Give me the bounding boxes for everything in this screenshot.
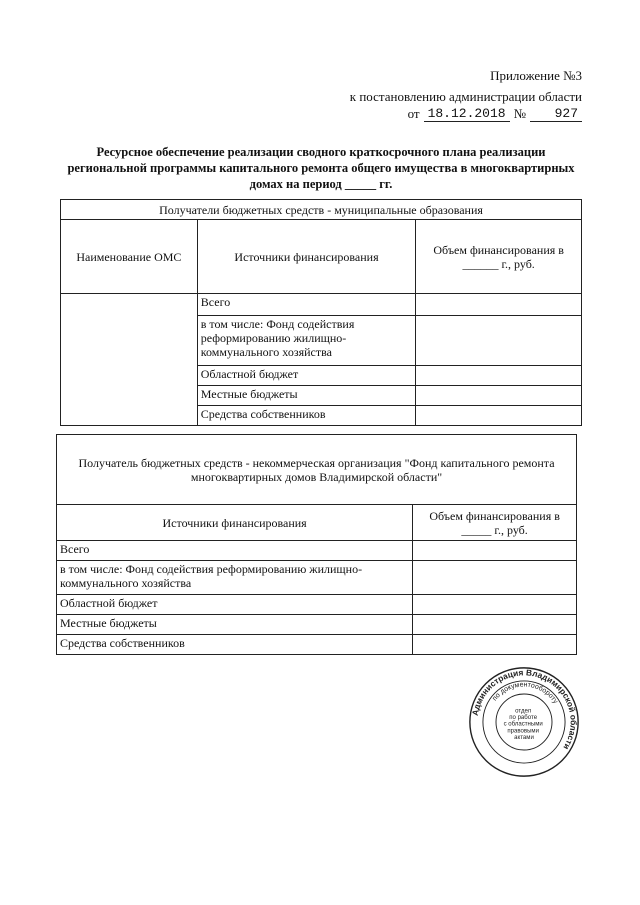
table1-value-cell [416,294,582,316]
table2-value-cell [413,635,577,655]
table1-value-cell [416,316,582,366]
table1-value-cell [416,386,582,406]
official-stamp [468,666,580,778]
table1-value-cell [416,366,582,386]
table1-caption: Получатели бюджетных средств - муниципальные образования [61,200,582,220]
stamp-outer-text: Администрация Владимирской области [469,667,579,752]
table1-col-sources: Источники финансирования [197,220,416,294]
table2-value-cell [413,595,577,615]
appendix-label: Приложение №3 [490,68,582,83]
table1-row-fund: в том числе: Фонд содействия реформированию жилищно-коммунального хозяйства [197,316,416,366]
table2-row-regional: Областной бюджет [57,595,413,615]
municipal-recipients-table [60,199,582,426]
date-prefix: от [407,106,420,121]
table1-row-local: Местные бюджеты [197,386,416,406]
table2-value-cell [413,561,577,595]
stamp-ring-text: по документообороту [491,681,559,706]
stamp-center-text: отдел по работе с областными правовыми актами [503,708,543,741]
resolution-reference: к постановлению администрации области [349,89,582,104]
fund-recipient-table [56,434,577,655]
table1-row-owners: Средства собственников [197,406,416,426]
date-number-line [408,106,582,122]
resolution-number: 927 [530,106,582,122]
document-title: Ресурсное обеспечение реализации сводного краткосрочного плана реализации региональной программы капитального ремонта общего имущества в многоквартирных домах на период _____ гг. [67,145,575,191]
table2-row-total: Всего [57,541,413,561]
table1-row-total: Всего [197,294,416,316]
table2-caption: Получатель бюджетных средств - некоммерческая организация "Фонд капитального ремонта многоквартирных домов Владимирской области" [57,435,577,505]
table1-row-regional: Областной бюджет [197,366,416,386]
table1-col-oms: Наименование ОМС [61,220,198,294]
table2-value-cell [413,615,577,635]
table2-col-volume [413,505,577,541]
table2-value-cell [413,541,577,561]
table2-col-sources: Источники финансирования [57,505,413,541]
table2-row-owners: Средства собственников [57,635,413,655]
number-prefix: № [513,106,526,121]
table1-col-volume [416,220,582,294]
table2-row-fund: в том числе: Фонд содействия реформированию жилищно-коммунального хозяйства [57,561,413,595]
table2-col-volume-l2: _____ г., руб. [461,522,528,537]
resolution-date: 18.12.2018 [424,106,510,122]
table1-oms-cell [61,294,198,426]
table1-col-volume-l1: Объем финансирования в [433,242,564,257]
table1-col-volume-l2: ______ г., руб. [462,256,535,271]
table1-value-cell [416,406,582,426]
table2-col-volume-l1: Объем финансирования в [429,508,560,523]
table2-row-local: Местные бюджеты [57,615,413,635]
